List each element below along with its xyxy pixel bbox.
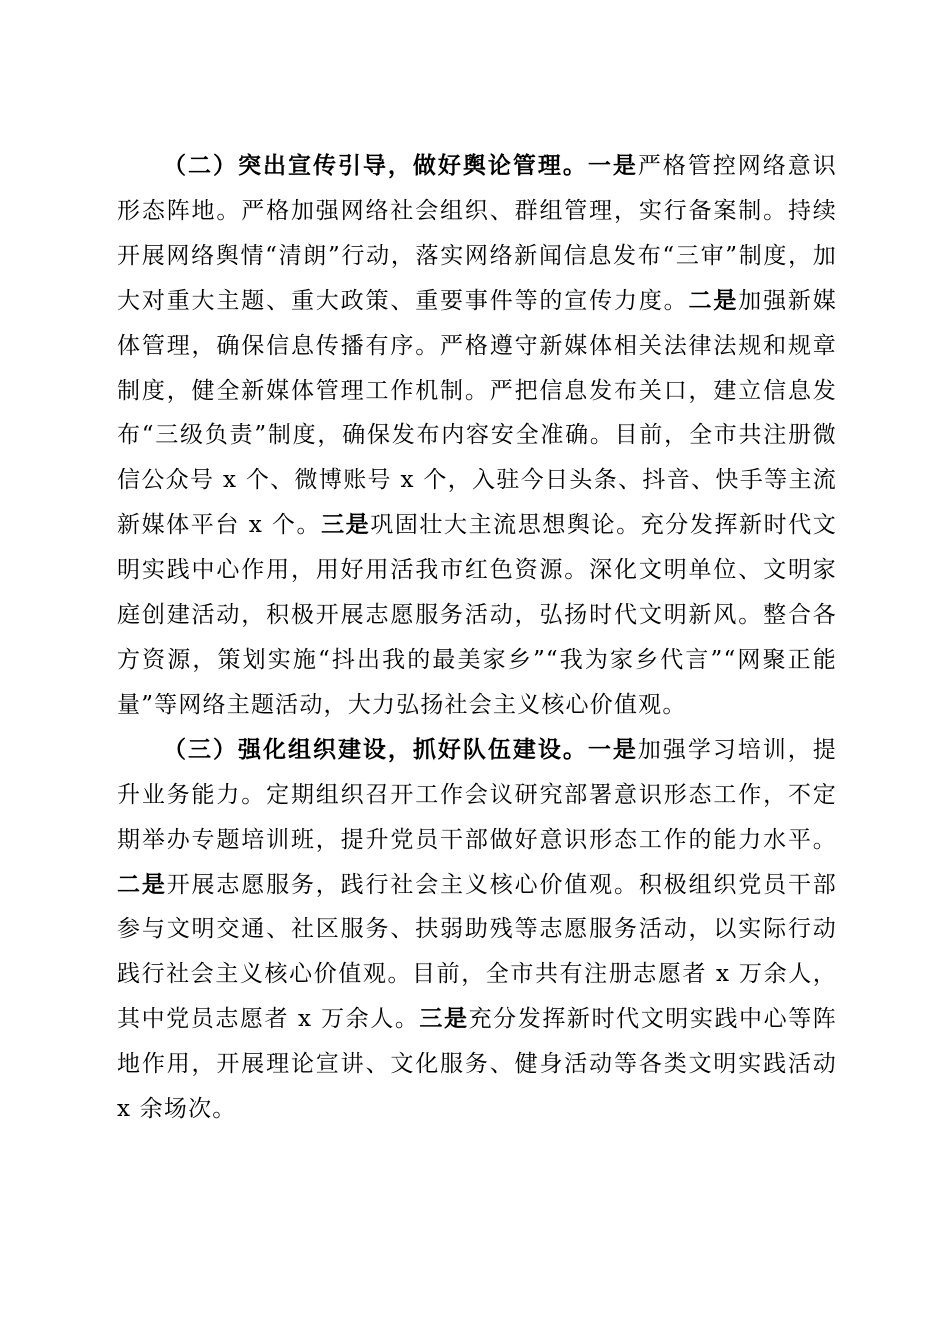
body-text: 加强新媒体管理，确保信息传播有序。严格遵守新媒体相关法律法规和规章制度，健全新媒体管理工作机制。严把信息发布关口，建立信息发布“三级负责”制度，确保发布内容安全准确。目前，全市共注册微信公众号 x 个、微博账号 x 个，入驻今日头条、抖音、快手等主流新媒体平台 x 个。	[117, 287, 837, 539]
point-marker: 三是	[321, 512, 371, 539]
body-text: 加强学习培训，提升业务能力。定期组织召开工作会议研究部署意识形态工作，不定期举办专题培训班，提升党员干部做好意识形态工作的能力水平。	[117, 736, 837, 853]
body-text: 充分发挥新时代文明实践中心等阵地作用，开展理论宣讲、文化服务、健身活动等各类文明实践活动 x 余场次。	[117, 1006, 837, 1123]
paragraph-publicity-guidance	[117, 144, 837, 728]
body-text: 严格管控网络意识形态阵地。严格加强网络社会组织、群组管理，实行备案制。持续开展网络舆情“清朗”行动，落实网络新闻信息发布“三审”制度，加大对重大主题、重大政策、重要事件等的宣传力度。	[117, 153, 837, 314]
point-marker: 二是	[117, 871, 167, 898]
section-heading: （二）突出宣传引导，做好舆论管理。	[163, 153, 588, 179]
document-body	[117, 144, 837, 1132]
point-marker: 二是	[688, 287, 739, 314]
paragraph-organization-building	[117, 728, 837, 1132]
body-text: 开展志愿服务，践行社会主义核心价值观。积极组织党员干部参与文明交通、社区服务、扶弱助残等志愿服务活动，以实际行动践行社会主义核心价值观。目前，全市共有注册志愿者 x 万余人，其中党员志愿者 x 万余人。	[117, 871, 837, 1033]
point-marker: 一是	[587, 153, 638, 179]
section-heading: （三）强化组织建设，抓好队伍建设。	[163, 736, 588, 763]
body-text: 巩固壮大主流思想舆论。充分发挥新时代文明实践中心作用，用好用活我市红色资源。深化文明单位、文明家庭创建活动，积极开展志愿服务活动，弘扬时代文明新风。整合各方资源，策划实施“抖出我的最美家乡”“我为家乡代言”“网聚正能量”等网络主题活动，大力弘扬社会主义核心价值观。	[117, 512, 837, 718]
point-marker: 三是	[419, 1006, 469, 1033]
point-marker: 一是	[587, 736, 638, 763]
